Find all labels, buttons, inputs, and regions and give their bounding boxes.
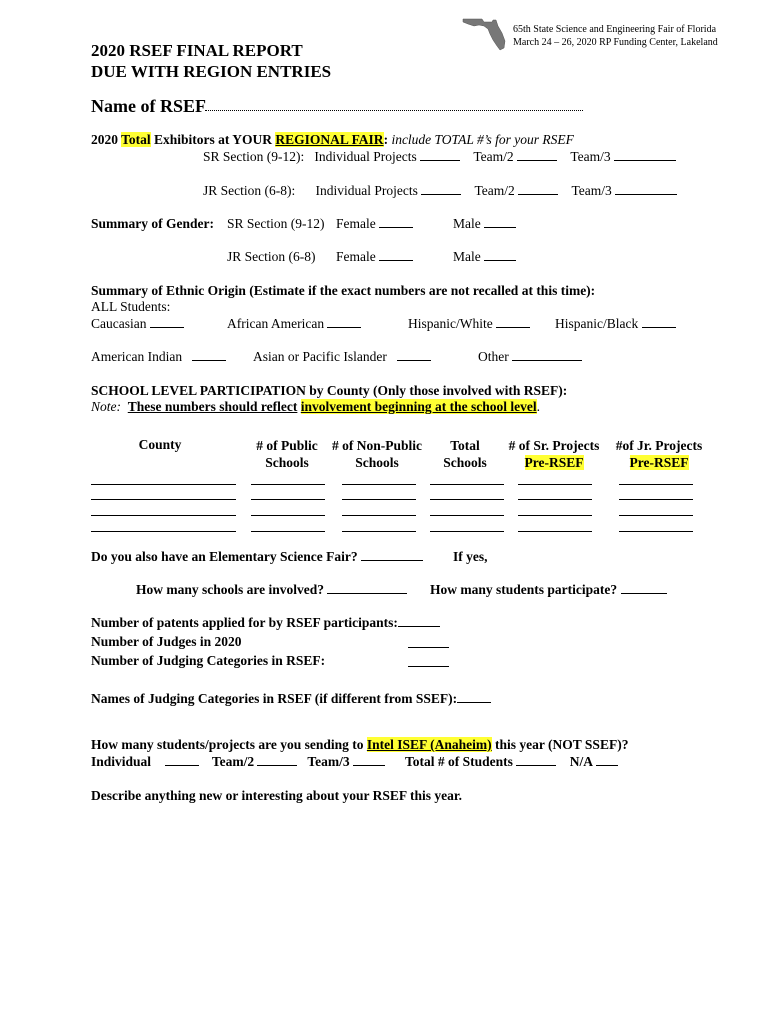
sr-female-field[interactable]: [379, 216, 413, 228]
gender-sr-male: [453, 216, 516, 232]
jr-exhibitors-row: [203, 183, 677, 199]
table-line[interactable]: [430, 499, 504, 500]
students-participate-field[interactable]: [621, 582, 667, 594]
hispanic-black-label: Hispanic/Black: [555, 316, 639, 331]
category-names-label: Names of Judging Categories in RSEF (if different from SSEF):: [91, 691, 458, 706]
sr-team3-label: Team/3: [570, 149, 611, 164]
category-names-row: [91, 691, 491, 707]
table-line[interactable]: [518, 484, 592, 485]
african-american-item: [227, 316, 361, 332]
table-line[interactable]: [91, 515, 236, 516]
col-jr-line1: #of Jr. Projects: [615, 438, 703, 453]
hispanic-white-label: Hispanic/White: [408, 316, 493, 331]
table-line[interactable]: [619, 531, 693, 532]
asian-item: [253, 349, 431, 365]
table-line[interactable]: [91, 531, 236, 532]
jr-individual-field[interactable]: [421, 183, 461, 195]
isef-suffix: this year (NOT SSEF)?: [491, 737, 629, 752]
hispanic-black-item: [555, 316, 676, 332]
col-total-line2: Schools: [443, 455, 487, 470]
col-sr-line1: # of Sr. Projects: [508, 438, 600, 453]
school-heading: SCHOOL LEVEL PARTICIPATION by County (Only those involved with RSEF):: [91, 383, 568, 398]
col-public: [248, 437, 326, 471]
col-public-line1: # of Public: [256, 438, 318, 453]
rsef-name-label: Name of RSEF: [91, 96, 206, 116]
jr-male-label: Male: [453, 249, 481, 264]
elementary-answer-field[interactable]: [361, 549, 423, 561]
categories-field[interactable]: [408, 666, 449, 667]
sr-exhibitors-row: [203, 149, 676, 165]
school-note: [91, 399, 540, 415]
jr-team3-field[interactable]: [615, 183, 677, 195]
col-total-line1: Total: [450, 438, 480, 453]
gender-jr-male: [453, 249, 516, 265]
table-line[interactable]: [430, 531, 504, 532]
table-line[interactable]: [342, 515, 416, 516]
table-line[interactable]: [518, 499, 592, 500]
isef-total-field[interactable]: [516, 754, 556, 766]
students-participate-text: How many students participate?: [430, 582, 618, 597]
col-public-line2: Schools: [265, 455, 309, 470]
table-line[interactable]: [430, 515, 504, 516]
hispanic-white-field[interactable]: [496, 316, 530, 328]
jr-section-label: JR Section (6-8):: [203, 183, 296, 198]
judges-label: Number of Judges in 2020: [91, 634, 242, 649]
african-american-field[interactable]: [327, 316, 361, 328]
patents-field[interactable]: [398, 615, 440, 627]
gender-sr-label: SR Section (9-12): [227, 216, 325, 231]
fair-name-line: 65th State Science and Engineering Fair of Florida: [513, 24, 717, 35]
ethnic-heading: Summary of Ethnic Origin (Estimate if the exact numbers are not recalled at this time):: [91, 283, 596, 298]
elementary-question: [91, 549, 423, 565]
sr-individual-label: Individual Projects: [314, 149, 417, 164]
note-end: .: [536, 399, 541, 414]
isef-team3-field[interactable]: [353, 754, 385, 766]
table-line[interactable]: [518, 531, 592, 532]
asian-field[interactable]: [397, 349, 431, 361]
hispanic-black-field[interactable]: [642, 316, 676, 328]
asian-label: Asian or Pacific Islander: [253, 349, 387, 364]
note-label: Note:: [91, 399, 121, 414]
jr-team2-label: Team/2: [474, 183, 515, 198]
sr-section-label: SR Section (9-12):: [203, 149, 305, 164]
students-participate: [430, 582, 667, 598]
sr-male-field[interactable]: [484, 216, 516, 228]
other-field[interactable]: [512, 349, 582, 361]
describe-prompt: Describe anything new or interesting about your RSEF this year.: [91, 788, 463, 803]
gender-label: Summary of Gender:: [91, 216, 214, 231]
isef-counts-row: [91, 754, 618, 770]
sr-team2-label: Team/2: [473, 149, 514, 164]
note-text: These numbers should reflect: [127, 399, 298, 414]
gender-jr-label: JR Section (6-8): [227, 249, 316, 264]
schools-involved-field[interactable]: [327, 582, 407, 594]
table-line[interactable]: [251, 515, 325, 516]
col-nonpublic-line1: # of Non-Public: [331, 438, 422, 453]
exhibitors-note: include TOTAL #’s for your RSEF: [388, 132, 574, 147]
jr-team2-field[interactable]: [518, 183, 558, 195]
isef-na-field[interactable]: [596, 754, 618, 766]
isef-team3-label: Team/3: [307, 754, 350, 769]
col-jr-line2: Pre-RSEF: [629, 455, 689, 470]
sr-male-label: Male: [453, 216, 481, 231]
florida-logo: [462, 16, 508, 52]
exhibitors-heading: [91, 132, 574, 148]
exhibitors-mid: Exhibitors at YOUR: [150, 132, 276, 147]
isef-na-label: N/A: [569, 754, 593, 769]
florida-map-icon: [462, 16, 508, 52]
note-highlight: involvement beginning at the school level: [300, 399, 537, 414]
sr-individual-field[interactable]: [420, 149, 460, 161]
patents-row: [91, 615, 440, 631]
isef-individual-field[interactable]: [165, 754, 199, 766]
sr-team2-field[interactable]: [517, 149, 557, 161]
sr-female-label: Female: [336, 216, 376, 231]
col-sr-projects: [502, 437, 606, 471]
total-highlight: Total: [121, 132, 151, 147]
categories-label: Number of Judging Categories in RSEF:: [91, 653, 326, 668]
jr-female-label: Female: [336, 249, 376, 264]
table-line[interactable]: [342, 531, 416, 532]
exhibitors-colon: :: [383, 132, 389, 147]
table-line[interactable]: [619, 484, 693, 485]
schools-involved-text: How many schools are involved?: [136, 582, 325, 597]
schools-involved: [136, 582, 407, 598]
exhibitors-prefix: 2020: [91, 132, 122, 147]
report-title-line2: DUE WITH REGION ENTRIES: [91, 62, 332, 81]
sr-team3-field[interactable]: [614, 149, 676, 161]
caucasian-item: [91, 316, 184, 332]
gender-jr-female: [336, 249, 413, 265]
table-line[interactable]: [518, 515, 592, 516]
isef-question: [91, 737, 628, 753]
col-nonpublic: [327, 437, 427, 471]
judges-field[interactable]: [408, 647, 449, 648]
jr-male-field[interactable]: [484, 249, 516, 261]
col-nonpublic-line2: Schools: [355, 455, 399, 470]
all-students-label: ALL Students:: [91, 299, 171, 314]
caucasian-label: Caucasian: [91, 316, 147, 331]
isef-highlight: Intel ISEF (Anaheim): [366, 737, 492, 752]
rsef-name-field[interactable]: [205, 110, 583, 111]
american-indian-label: American Indian: [91, 349, 183, 364]
jr-individual-label: Individual Projects: [315, 183, 418, 198]
american-indian-item: [91, 349, 226, 365]
isef-team2-field[interactable]: [257, 754, 297, 766]
col-sr-line2: Pre-RSEF: [524, 455, 584, 470]
col-county-text: County: [138, 437, 182, 452]
table-line[interactable]: [251, 484, 325, 485]
caucasian-field[interactable]: [150, 316, 184, 328]
elementary-question-text: Do you also have an Elementary Science Fair?: [91, 549, 358, 564]
table-line[interactable]: [619, 499, 693, 500]
table-line[interactable]: [619, 515, 693, 516]
other-item: [478, 349, 582, 365]
hispanic-white-item: [408, 316, 530, 332]
fair-date-line: March 24 – 26, 2020 RP Funding Center, Lakeland: [513, 37, 718, 48]
regional-fair-highlight: REGIONAL FAIR: [275, 132, 384, 147]
table-line[interactable]: [430, 484, 504, 485]
table-line[interactable]: [251, 499, 325, 500]
african-american-label: African American: [227, 316, 325, 331]
isef-individual-label: Individual: [91, 754, 152, 769]
jr-team3-label: Team/3: [571, 183, 612, 198]
table-line[interactable]: [342, 499, 416, 500]
gender-sr-female: [336, 216, 413, 232]
jr-female-field[interactable]: [379, 249, 413, 261]
report-title-line1: 2020 RSEF FINAL REPORT: [91, 41, 303, 60]
isef-team2-label: Team/2: [211, 754, 255, 769]
table-line[interactable]: [91, 499, 236, 500]
if-yes-label: If yes,: [453, 549, 488, 564]
american-indian-field[interactable]: [192, 349, 226, 361]
isef-total-label: Total # of Students: [405, 754, 513, 769]
col-jr-projects: [607, 437, 711, 471]
category-names-field[interactable]: [457, 691, 491, 703]
table-line[interactable]: [251, 531, 325, 532]
col-total: [430, 437, 500, 471]
col-county: [120, 437, 200, 453]
table-line[interactable]: [91, 484, 236, 485]
patents-label: Number of patents applied for by RSEF participants:: [91, 615, 398, 630]
other-label: Other: [478, 349, 509, 364]
isef-prefix: How many students/projects are you sending to: [91, 737, 367, 752]
table-line[interactable]: [342, 484, 416, 485]
